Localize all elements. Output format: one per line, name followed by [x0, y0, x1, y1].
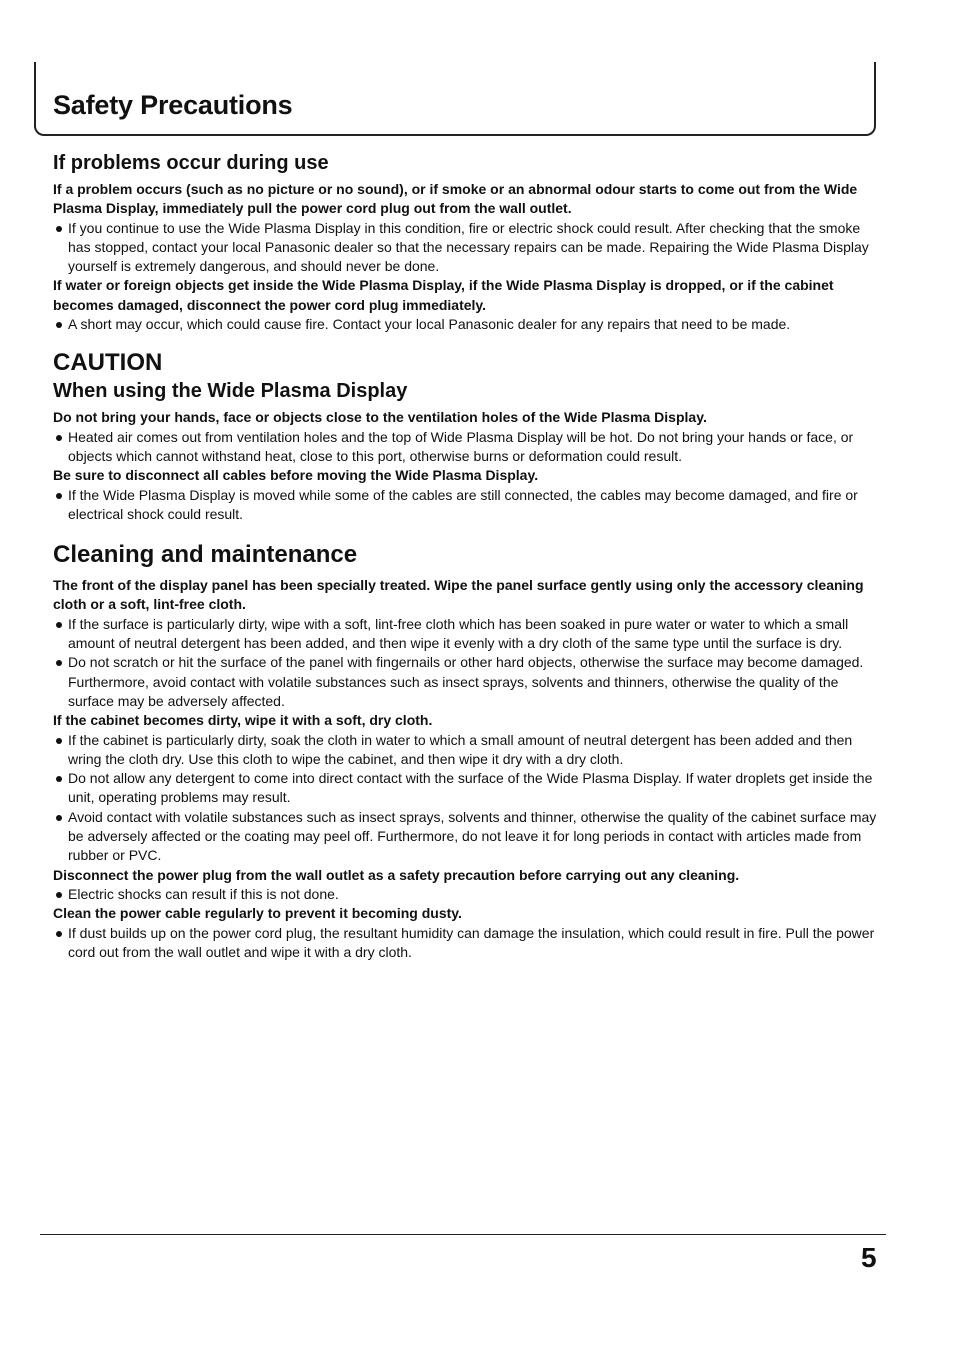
cleaning-lead-1: The front of the display panel has been specially treated. Wipe the panel surface gently using only the accessory cleaning cloth or a soft, lint-free cloth.: [53, 577, 864, 613]
list-item: If the surface is particularly dirty, wipe with a soft, lint-free cloth which has been soaked in pure water or water to which a small amount of neutral detergent has been added, and then wipe it evenly with a dry cloth of the same type until the surface is dry.: [53, 615, 881, 654]
list-item: Avoid contact with volatile substances such as insect sprays, solvents and thinner, otherwise the quality of the cabinet surface may be adversely affected or the coating may peel off. Furthermore, do not leave it for long periods in contact with articles made from rubber or PVC.: [53, 808, 881, 866]
list-item: If the cabinet is particularly dirty, soak the cloth in water to which a small amount of neutral detergent has been added and then wring the cloth dry. Use this cloth to wipe the cabinet, and then wipe it dry with a dry cloth.: [53, 731, 881, 770]
list-item: Heated air comes out from ventilation holes and the top of Wide Plasma Display will be hot. Do not bring your hands or face, or objects which cannot withstand heat, close to this port, otherwise burns or deformation could result.: [53, 428, 881, 467]
caution-lead-1: Do not bring your hands, face or objects close to the ventilation holes of the Wide Plasma Display.: [53, 409, 707, 426]
cleaning-list-2: [53, 731, 881, 866]
problems-lead-2: If water or foreign objects get inside the Wide Plasma Display, if the Wide Plasma Display is dropped, or if the cabinet becomes damaged, disconnect the power cord plug immediately.: [53, 277, 834, 313]
caution-heading: CAUTION: [53, 349, 163, 377]
problems-lead-1: If a problem occurs (such as no picture or no sound), or if smoke or an abnormal odour starts to come out from the Wide Plasma Display, immediately pull the power cord plug out from the wall outlet.: [53, 181, 858, 217]
cleaning-heading: Cleaning and maintenance: [53, 541, 358, 569]
list-item: A short may occur, which could cause fire. Contact your local Panasonic dealer for any repairs that need to be made.: [53, 315, 881, 334]
caution-list-2: [53, 486, 881, 525]
cleaning-section: [53, 540, 881, 962]
problems-heading: If problems occur during use: [53, 152, 329, 174]
list-item: Do not scratch or hit the surface of the panel with fingernails or other hard objects, otherwise the surface may become damaged. Furthermore, avoid contact with volatile substances such as insect sprays, solvents and thinners, otherwise the quality of the surface may be adversely affected.: [53, 653, 881, 711]
cleaning-lead-2: If the cabinet becomes dirty, wipe it with a soft, dry cloth.: [53, 712, 433, 729]
page-title: Safety Precautions: [53, 90, 293, 120]
caution-list-1: [53, 428, 881, 467]
list-item: Electric shocks can result if this is not done.: [53, 885, 881, 904]
cleaning-lead-4: Clean the power cable regularly to prevent it becoming dusty.: [53, 905, 462, 922]
caution-lead-2: Be sure to disconnect all cables before moving the Wide Plasma Display.: [53, 467, 539, 484]
page-content: [53, 150, 881, 962]
page-number: 5: [861, 1242, 877, 1273]
problems-section: [53, 150, 881, 334]
footer-rule: [40, 1234, 886, 1235]
list-item: If you continue to use the Wide Plasma Display in this condition, fire or electric shock could result. After checking that the smoke has stopped, contact your local Panasonic dealer so that the necessary repairs can be made. Repairing the Wide Plasma Display yourself is extremely dangerous, and should never be done.: [53, 219, 881, 277]
list-item: If dust builds up on the power cord plug, the resultant humidity can damage the insulation, which could result in fire. Pull the power cord out from the wall outlet and wipe it with a dry cloth.: [53, 924, 881, 963]
list-item: If the Wide Plasma Display is moved while some of the cables are still connected, the cables may become damaged, and fire or electrical shock could result.: [53, 486, 881, 525]
cleaning-list-4: [53, 924, 881, 963]
cleaning-lead-3: Disconnect the power plug from the wall outlet as a safety precaution before carrying out any cleaning.: [53, 866, 740, 883]
caution-subheading: When using the Wide Plasma Display: [53, 380, 408, 403]
cleaning-list-1: [53, 615, 881, 711]
list-item: Do not allow any detergent to come into direct contact with the surface of the Wide Plasma Display. If water droplets get inside the unit, operating problems may result.: [53, 769, 881, 808]
caution-section: [53, 348, 881, 524]
problems-list-1: [53, 219, 881, 277]
cleaning-list-3: [53, 885, 881, 904]
problems-list-2: [53, 315, 881, 334]
